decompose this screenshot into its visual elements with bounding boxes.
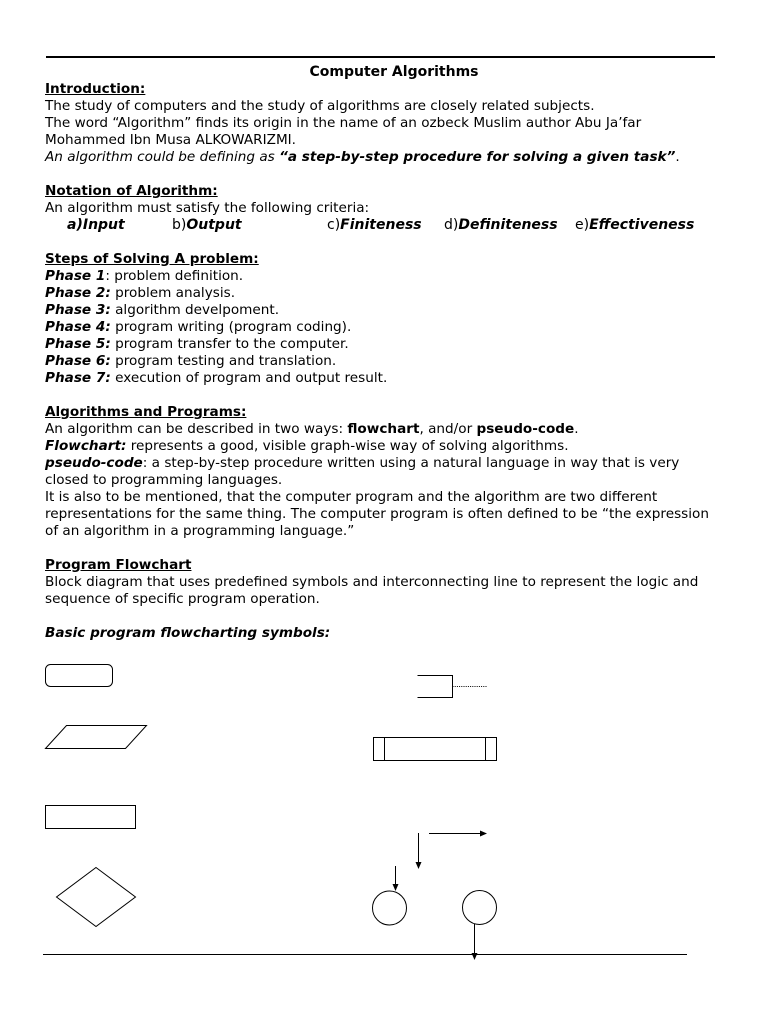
- arrowhead-down: [416, 862, 422, 869]
- definition-suffix: .: [675, 149, 680, 165]
- program-flowchart-text-2: sequence of specific program operation.: [45, 591, 320, 607]
- page-title: Computer Algorithms: [309, 64, 479, 80]
- phase-3: Phase 3: algorithm develpoment.: [45, 302, 280, 318]
- connector-symbol-2: [463, 891, 497, 925]
- pseudo-code-definition: pseudo-code: a step-by-step procedure written using a natural language in way that is very: [45, 455, 680, 471]
- notation-heading: Notation of Algorithm:: [45, 183, 218, 199]
- symbols-heading: Basic program flowcharting symbols:: [45, 625, 331, 641]
- flowchart-definition: Flowchart: represents a good, visible graph-wise way of solving algorithms.: [45, 438, 569, 454]
- arrowhead-connector-in: [393, 884, 399, 891]
- criterion-definiteness: d)Definiteness: [444, 217, 558, 233]
- program-flowchart-text-1: Block diagram that uses predefined symbols and interconnecting line to represent the logic and: [45, 574, 699, 590]
- algorithms-programs-heading: Algorithms and Programs:: [45, 404, 247, 420]
- note-line-3: of an algorithm in a programming language.”: [45, 523, 355, 539]
- notation-intro: An algorithm must satisfy the following criteria:: [45, 200, 370, 216]
- connector-symbol-1: [373, 891, 407, 925]
- phase-5: Phase 5: program transfer to the computer.: [45, 336, 349, 352]
- program-flowchart-heading: Program Flowchart: [45, 557, 192, 573]
- phase-2: Phase 2: problem analysis.: [45, 285, 236, 301]
- decision-symbol: [57, 868, 136, 927]
- intro-line-2: The word “Algorithm” finds its origin in the name of an ozbeck Muslim author Abu Ja’far: [45, 115, 642, 131]
- criterion-output: b)Output: [172, 217, 242, 233]
- note-line-2: representations for the same thing. The computer program is often defined to be “the expression: [45, 506, 709, 522]
- phase-4: Phase 4: program writing (program coding).: [45, 319, 352, 335]
- bottom-rule: [43, 954, 687, 955]
- criterion-finiteness: c)Finiteness: [327, 217, 422, 233]
- arrowhead-right: [480, 831, 487, 837]
- intro-line-3: Mohammed Ibn Musa ALKOWARIZMI.: [45, 132, 297, 148]
- phase-6: Phase 6: program testing and translation.: [45, 353, 337, 369]
- predefined-process-symbol: [374, 738, 497, 761]
- introduction-heading: Introduction:: [45, 81, 146, 97]
- criterion-effectiveness: e)Effectiveness: [575, 217, 695, 233]
- phase-7: Phase 7: execution of program and output result.: [45, 370, 388, 386]
- note-line-1: It is also to be mentioned, that the computer program and the algorithm are two different: [45, 489, 658, 505]
- annotation-symbol: [418, 676, 453, 698]
- phase-1: Phase 1: problem definition.: [45, 268, 244, 284]
- intro-line-1: The study of computers and the study of algorithms are closely related subjects.: [45, 98, 595, 114]
- definition-prefix: An algorithm could be defining as: [45, 149, 280, 165]
- description-ways: An algorithm can be described in two ways: flowchart, and/or pseudo-code.: [45, 421, 579, 437]
- pseudo-code-definition-cont: closed to programming languages.: [45, 472, 283, 488]
- steps-heading: Steps of Solving A problem:: [45, 251, 259, 267]
- process-symbol: [46, 806, 136, 829]
- terminal-symbol: [46, 665, 113, 687]
- input-output-symbol: [46, 726, 147, 749]
- definition-quote: “a step-by-step procedure for solving a given task”: [279, 149, 676, 165]
- criterion-input: a)Input: [67, 217, 125, 233]
